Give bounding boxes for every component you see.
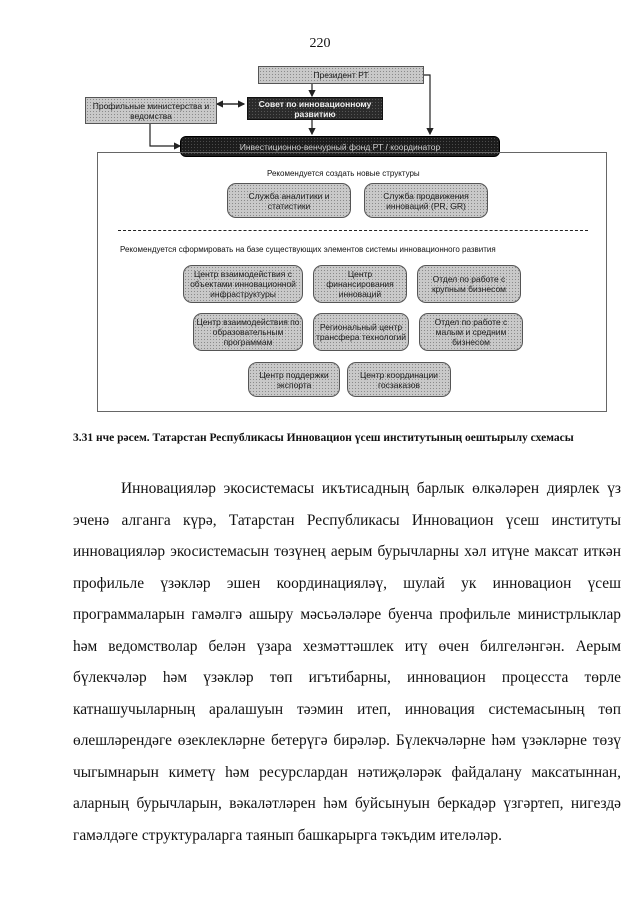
council-label: Совет по инновационному развитию: [258, 98, 372, 119]
section-divider: [118, 230, 588, 231]
ministries-label: Профильные министерства и ведомства: [92, 100, 210, 121]
ministries-box: [85, 97, 217, 124]
body-paragraph: Инновацияләр экосистемасы икътисадның барлык өлкәләрен диярлек үз эченә алганга күрә, Татарстан Республикасы Инновацион үсеш институты инновацияләр экосистемасын төзүнең аерым бурычларны хәл итүне максат иткән профильле үзәкләр эшен координацияләү, шулай ук инновацион үсеш программаларын гамәлгә ашыру мәсьәләләре буенча профильле министрлыклар һәм ведомстволар белән үзара хезмәттәшлек итү өчен билгеләнгән. Аерым бүлекчәләр һәм үзәкләр төп игътибарны, инновацион процесста төрле катнашучыларның аралашуын тәэмин итеп, инновация системасының төп өлешләрендәге өзеклекләрне бетерүгә бирәләр. Бүлекчәләрне һәм үзәкләрне төзү чыгымнарын киметү һәм ресурслардан нәтиҗәләрәк файдалану максатыннан, аларның бурычларын, вәкаләтләрен һәм буйсынуын беркадәр үзгәртеп, нигездә гамәлдәге структураларга таянып башкарырга тәкъдим ителәләр.: [73, 480, 621, 844]
coordinator-label: Инвестиционно-венчурный фонд РТ / координатор: [239, 141, 441, 152]
president-box: [258, 66, 424, 84]
new-structure-text: Служба аналитики и статистики: [248, 190, 330, 211]
new-structures-label: Рекомендуется создать новые структуры: [267, 169, 420, 178]
existing-structure-text: Центр финансирования инноваций: [326, 269, 394, 299]
existing-structure-text: Отдел по работе с малым и средним бизнесом: [434, 317, 508, 347]
council-box: [247, 97, 383, 120]
existing-structure-text: Региональный центр трансфера технологий: [315, 322, 407, 342]
new-structure-box: [364, 183, 488, 218]
president-label: Президент РТ: [313, 70, 369, 80]
existing-structure-box: [417, 265, 521, 303]
existing-structure-box: [313, 265, 407, 303]
new-structure-box: [227, 183, 351, 218]
new-structure-text: Служба продвижения инноваций (PR, GR): [383, 190, 469, 211]
existing-structure-text: Центр взаимодействия с объектами инновационной инфраструктуры: [190, 269, 296, 299]
existing-structures-label: Рекомендуется сформировать на базе существующих элементов системы инновационного развития: [120, 245, 496, 254]
existing-structure-box: [419, 313, 523, 351]
existing-structure-box: [313, 313, 409, 351]
existing-structure-text: Центр поддержки экспорта: [259, 369, 329, 390]
existing-structure-box: [193, 313, 303, 351]
existing-structure-text: Центр взаимодействия по образовательным программам: [196, 317, 300, 347]
existing-structure-box: [183, 265, 303, 303]
page-number: 220: [309, 36, 331, 51]
existing-structure-box: [347, 362, 451, 397]
existing-structure-text: Центр координации госзаказов: [360, 369, 438, 390]
existing-structure-text: Отдел по работе с крупным бизнесом: [431, 274, 507, 294]
existing-structure-box: [248, 362, 340, 397]
figure-caption: 3.31 нче рәсем. Татарстан Республикасы Инновацион үсеш институтының оештырылу схемасы: [73, 432, 574, 444]
